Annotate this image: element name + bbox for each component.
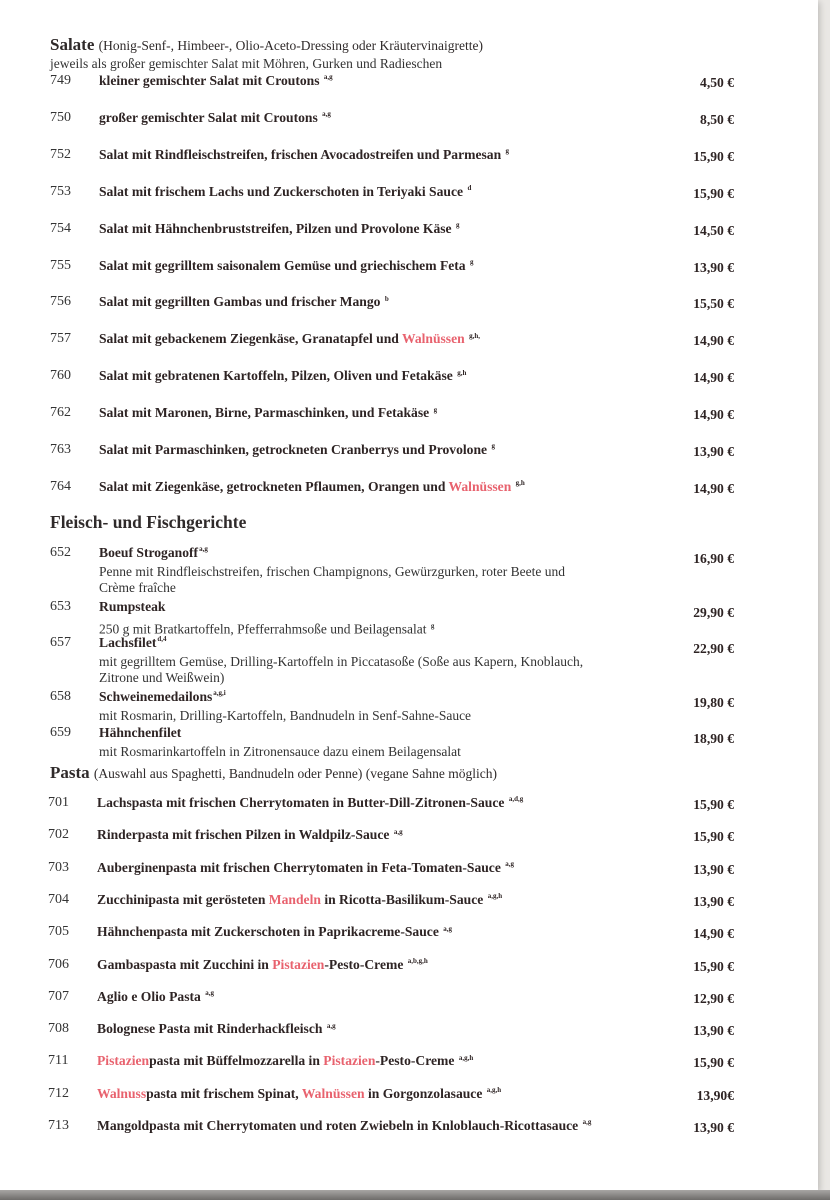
item-number: 708 bbox=[48, 1021, 69, 1037]
pasta-row bbox=[0, 795, 818, 817]
salat-row bbox=[0, 147, 818, 169]
item-price: 14,50 € bbox=[693, 222, 734, 238]
allergen-codes: a,g bbox=[323, 73, 333, 82]
nut-highlight: Walnüssen bbox=[301, 1085, 365, 1101]
salat-row bbox=[0, 110, 818, 132]
item-name bbox=[99, 442, 495, 458]
item-name bbox=[99, 221, 459, 237]
name-part: Gambaspasta mit Zucchini in bbox=[97, 956, 273, 972]
name-part: Auberginenpasta mit frischen Cherrytomaten in Feta-Tomaten-Sauce bbox=[97, 859, 501, 875]
item-price: 14,90 € bbox=[693, 480, 734, 496]
pasta-row bbox=[0, 1053, 818, 1075]
item-price: 22,90 € bbox=[693, 641, 734, 656]
pasta-row bbox=[0, 860, 818, 882]
item-name bbox=[99, 405, 437, 421]
name-part: Hähnchenpasta mit Zuckerschoten in Paprikacreme-Sauce bbox=[97, 924, 439, 940]
allergen-codes: g bbox=[430, 622, 435, 630]
item-number: 749 bbox=[50, 73, 71, 88]
name-part: Salat mit Parmaschinken, getrockneten Cranberrys und Provolone bbox=[99, 442, 488, 457]
item-price: 16,90 € bbox=[693, 551, 734, 566]
allergen-codes: g bbox=[505, 147, 510, 156]
allergen-codes: g,h bbox=[515, 479, 525, 488]
nut-highlight: Pistazien bbox=[323, 1053, 376, 1069]
item-number: 704 bbox=[48, 891, 69, 907]
item-name bbox=[97, 892, 502, 908]
allergen-codes: g bbox=[491, 442, 495, 451]
item-name bbox=[97, 989, 214, 1005]
item-number: 713 bbox=[48, 1118, 69, 1133]
item-price: 15,90 € bbox=[693, 829, 734, 845]
item-name bbox=[97, 827, 403, 843]
item-name bbox=[99, 479, 525, 495]
item-number: 711 bbox=[48, 1053, 69, 1069]
name-part: pasta mit frischem Spinat, bbox=[146, 1085, 302, 1101]
item-price: 13,90 € bbox=[693, 444, 734, 459]
item-price: 14,90 € bbox=[693, 926, 734, 942]
name-part: Salat mit Hähnchenbruststreifen, Pilzen und Provolone Käse bbox=[99, 220, 452, 236]
name-part: Bolognese Pasta mit Rinderhackfleisch bbox=[97, 1021, 323, 1037]
item-number: 764 bbox=[50, 478, 71, 494]
nut-highlight: Pistazien bbox=[272, 956, 325, 972]
item-price: 15,90 € bbox=[693, 958, 734, 974]
item-price: 13,90€ bbox=[696, 1087, 734, 1103]
item-number: 706 bbox=[48, 956, 69, 972]
name-part: Zucchinipasta mit gerösteten bbox=[97, 891, 269, 907]
fleisch-heading: Fleisch- und Fischgerichte bbox=[50, 512, 247, 532]
pasta-heading bbox=[50, 763, 497, 783]
item-name bbox=[99, 73, 333, 89]
salat-row bbox=[0, 368, 818, 390]
nut-highlight: Mandeln bbox=[268, 891, 321, 907]
item-number: 653 bbox=[50, 599, 71, 614]
item-name bbox=[99, 258, 474, 274]
item-price: 14,90 € bbox=[693, 370, 734, 386]
name-part: Lachspasta mit frischen Cherrytomaten in Butter-Dill-Zitronen-Sauce bbox=[97, 795, 505, 810]
item-number: 760 bbox=[50, 368, 71, 384]
salat-row bbox=[0, 442, 818, 464]
item-name: Schweinemedailons$^{a,g,i}$ bbox=[99, 689, 226, 704]
item-name bbox=[97, 1118, 591, 1134]
name-part: Salat mit Maronen, Birne, Parmaschinken, und Fetakäse bbox=[99, 405, 430, 421]
item-name bbox=[97, 1021, 336, 1037]
name-part: Salat mit Rindfleischstreifen, frischen Avocadostreifen und Parmesan bbox=[99, 146, 502, 162]
pasta-title: Pasta bbox=[50, 763, 90, 782]
allergen-codes: g bbox=[455, 221, 460, 230]
item-price: 13,90 € bbox=[693, 1023, 734, 1039]
item-number: 657 bbox=[50, 635, 71, 650]
allergen-codes: g,h, bbox=[469, 331, 481, 340]
name-part: kleiner gemischter Salat mit Croutons bbox=[99, 73, 320, 88]
item-number: 755 bbox=[50, 257, 71, 273]
pasta-row bbox=[0, 1021, 818, 1043]
pasta-row bbox=[0, 827, 818, 849]
nut-highlight: Walnüssen bbox=[448, 478, 512, 494]
name-part: großer gemischter Salat mit Croutons bbox=[99, 109, 318, 125]
item-number: 707 bbox=[48, 988, 69, 1004]
pasta-row bbox=[0, 989, 818, 1011]
item-number: 757 bbox=[50, 331, 71, 347]
name-part: Salat mit gegrillten Gambas und frischer Mango bbox=[99, 294, 381, 310]
item-price: 15,90 € bbox=[693, 1055, 734, 1071]
item-name: Hähnchenfilet bbox=[99, 725, 182, 740]
allergen-codes: b bbox=[384, 294, 389, 303]
allergen-codes: a,g bbox=[326, 1021, 336, 1030]
item-name bbox=[99, 110, 331, 126]
salat-row bbox=[0, 258, 818, 280]
salate-dressing-note: (Honig-Senf-, Himbeer-, Olio-Aceto-Dressing oder Kräutervinaigrette) bbox=[98, 38, 483, 53]
item-price: 12,90 € bbox=[693, 990, 734, 1006]
item-name bbox=[97, 795, 523, 811]
item-price: 15,90 € bbox=[693, 185, 734, 201]
item-name bbox=[97, 957, 428, 973]
item-number: 753 bbox=[50, 183, 71, 199]
item-description: Crème fraîche bbox=[99, 580, 176, 595]
name-part: Mangoldpasta mit Cherrytomaten und roten Zwiebeln in Knloblauch-Ricottasauce bbox=[97, 1118, 579, 1133]
name-part: Salat mit Ziegenkäse, getrockneten Pflaumen, Orangen und bbox=[99, 478, 449, 494]
name-part: Rinderpasta mit frischen Pilzen in Waldpilz-Sauce bbox=[97, 827, 390, 843]
item-price: 18,90 € bbox=[693, 731, 734, 746]
name-part: pasta mit Büffelmozzarella in bbox=[149, 1053, 324, 1069]
item-number: 701 bbox=[48, 795, 69, 810]
salate-subtitle: jeweils als großer gemischter Salat mit Möhren, Gurken und Radieschen bbox=[50, 56, 443, 71]
item-name: Lachsfilet$^{d,4}$ bbox=[99, 635, 167, 650]
item-price: 15,90 € bbox=[693, 148, 734, 164]
allergen-codes: g,h bbox=[457, 368, 467, 377]
item-number: 712 bbox=[48, 1085, 69, 1101]
item-price: 8,50 € bbox=[700, 111, 734, 127]
allergen-codes: a,g bbox=[322, 110, 331, 119]
item-number: 762 bbox=[50, 405, 71, 421]
item-price: 14,90 € bbox=[693, 333, 734, 349]
allergen-codes: a,g bbox=[205, 989, 214, 998]
allergen-codes: a,g bbox=[582, 1118, 592, 1127]
allergen-codes: a,g bbox=[443, 924, 453, 933]
allergen-codes: a,g bbox=[505, 860, 515, 869]
allergen-codes: d,4 bbox=[157, 635, 167, 644]
item-name bbox=[97, 1053, 473, 1069]
item-price: 19,80 € bbox=[693, 695, 734, 710]
item-name bbox=[99, 294, 389, 310]
allergen-codes: d bbox=[467, 184, 472, 193]
item-name bbox=[99, 368, 466, 384]
item-price: 13,90 € bbox=[693, 893, 734, 909]
item-name bbox=[97, 924, 452, 940]
item-price: 13,90 € bbox=[693, 259, 734, 275]
salat-row bbox=[0, 184, 818, 206]
item-number: 754 bbox=[50, 220, 71, 236]
salat-row bbox=[0, 331, 818, 353]
item-name: Rumpsteak bbox=[99, 599, 166, 614]
name-part: -Pesto-Creme bbox=[375, 1053, 455, 1069]
item-price: 15,90 € bbox=[693, 797, 734, 812]
allergen-codes: g bbox=[470, 257, 474, 266]
name-part: -Pesto-Creme bbox=[324, 956, 404, 972]
item-number: 750 bbox=[50, 109, 71, 125]
item-description: mit Rosmarinkartoffeln in Zitronensauce dazu einem Beilagensalat bbox=[99, 744, 461, 759]
pasta-row bbox=[0, 957, 818, 979]
item-number: 763 bbox=[50, 442, 71, 457]
pasta-row bbox=[0, 924, 818, 946]
item-number: 705 bbox=[48, 924, 69, 940]
nut-highlight: Walnüssen bbox=[401, 331, 465, 347]
nut-highlight: Pistazien bbox=[97, 1053, 150, 1069]
name-part: Salat mit gebackenem Ziegenkäse, Granatapfel und bbox=[99, 331, 402, 347]
item-name bbox=[99, 147, 509, 163]
allergen-codes: a,g bbox=[199, 545, 208, 554]
name-part: Salat mit gegrilltem saisonalem Gemüse und griechischem Feta bbox=[99, 257, 466, 273]
item-name bbox=[99, 331, 480, 347]
nut-highlight: Walnuss bbox=[97, 1085, 147, 1101]
item-description: mit gegrilltem Gemüse, Drilling-Kartoffeln in Piccatasoße (Soße aus Kapern, Knoblauch, bbox=[99, 654, 584, 669]
pasta-note: (Auswahl aus Spaghetti, Bandnudeln oder Penne) (vegane Sahne möglich) bbox=[93, 766, 497, 781]
item-number: 658 bbox=[50, 689, 71, 704]
item-price: 29,90 € bbox=[693, 605, 734, 620]
item-number: 703 bbox=[48, 859, 69, 875]
name-part: Aglio e Olio Pasta bbox=[97, 988, 201, 1004]
pasta-row bbox=[0, 892, 818, 914]
item-number: 702 bbox=[48, 827, 69, 843]
item-price: 14,90 € bbox=[693, 407, 734, 423]
salate-heading bbox=[50, 35, 483, 55]
allergen-codes: a,g bbox=[393, 827, 403, 836]
salat-row bbox=[0, 405, 818, 427]
allergen-codes: g bbox=[433, 405, 438, 414]
pasta-row bbox=[0, 1086, 818, 1108]
name-part: in Gorgonzolasauce bbox=[364, 1085, 483, 1101]
salat-row bbox=[0, 73, 818, 95]
item-name bbox=[97, 1086, 501, 1102]
item-number: 752 bbox=[50, 146, 71, 162]
allergen-codes: a,g,i bbox=[213, 689, 226, 698]
allergen-codes: a,g,h bbox=[487, 892, 503, 901]
allergen-codes: a,g,h bbox=[486, 1086, 502, 1095]
page-bottom-edge bbox=[0, 1190, 830, 1200]
salat-row bbox=[0, 479, 818, 501]
salat-row bbox=[0, 294, 818, 316]
item-description: mit Rosmarin, Drilling-Kartoffeln, Bandnudeln in Senf-Sahne-Sauce bbox=[99, 708, 472, 723]
allergen-codes: a,d,g bbox=[508, 795, 524, 804]
name-part: in Ricotta-Basilikum-Sauce bbox=[320, 891, 484, 907]
item-number: 652 bbox=[50, 545, 71, 560]
allergen-codes: a,g,h bbox=[458, 1053, 474, 1062]
item-price: 15,50 € bbox=[693, 296, 734, 312]
allergen-codes: a,b,g,h bbox=[407, 956, 428, 965]
item-name: Boeuf Stroganoff$^{a,g}$ bbox=[99, 545, 208, 560]
item-description: 250 g mit Bratkartoffeln, Pfefferrahmsoße und Beilagensalat $^g$ bbox=[99, 621, 435, 637]
item-name bbox=[97, 860, 514, 876]
item-price: 13,90 € bbox=[693, 1120, 734, 1135]
item-name bbox=[99, 184, 471, 200]
item-price: 13,90 € bbox=[693, 861, 734, 877]
pasta-row bbox=[0, 1118, 818, 1140]
item-description: Penne mit Rindfleischstreifen, frischen Champignons, Gewürzgurken, roter Beete und bbox=[99, 564, 566, 579]
item-number: 659 bbox=[50, 725, 71, 740]
salat-row bbox=[0, 221, 818, 243]
item-price: 4,50 € bbox=[700, 75, 734, 90]
item-description: Zitrone und Weißwein) bbox=[99, 670, 225, 685]
name-part: Salat mit frischem Lachs und Zuckerschoten in Teriyaki Sauce bbox=[99, 183, 464, 199]
salate-title: Salate bbox=[50, 35, 95, 54]
name-part: Salat mit gebratenen Kartoffeln, Pilzen, Oliven und Fetakäse bbox=[99, 368, 453, 384]
item-number: 756 bbox=[50, 294, 71, 310]
